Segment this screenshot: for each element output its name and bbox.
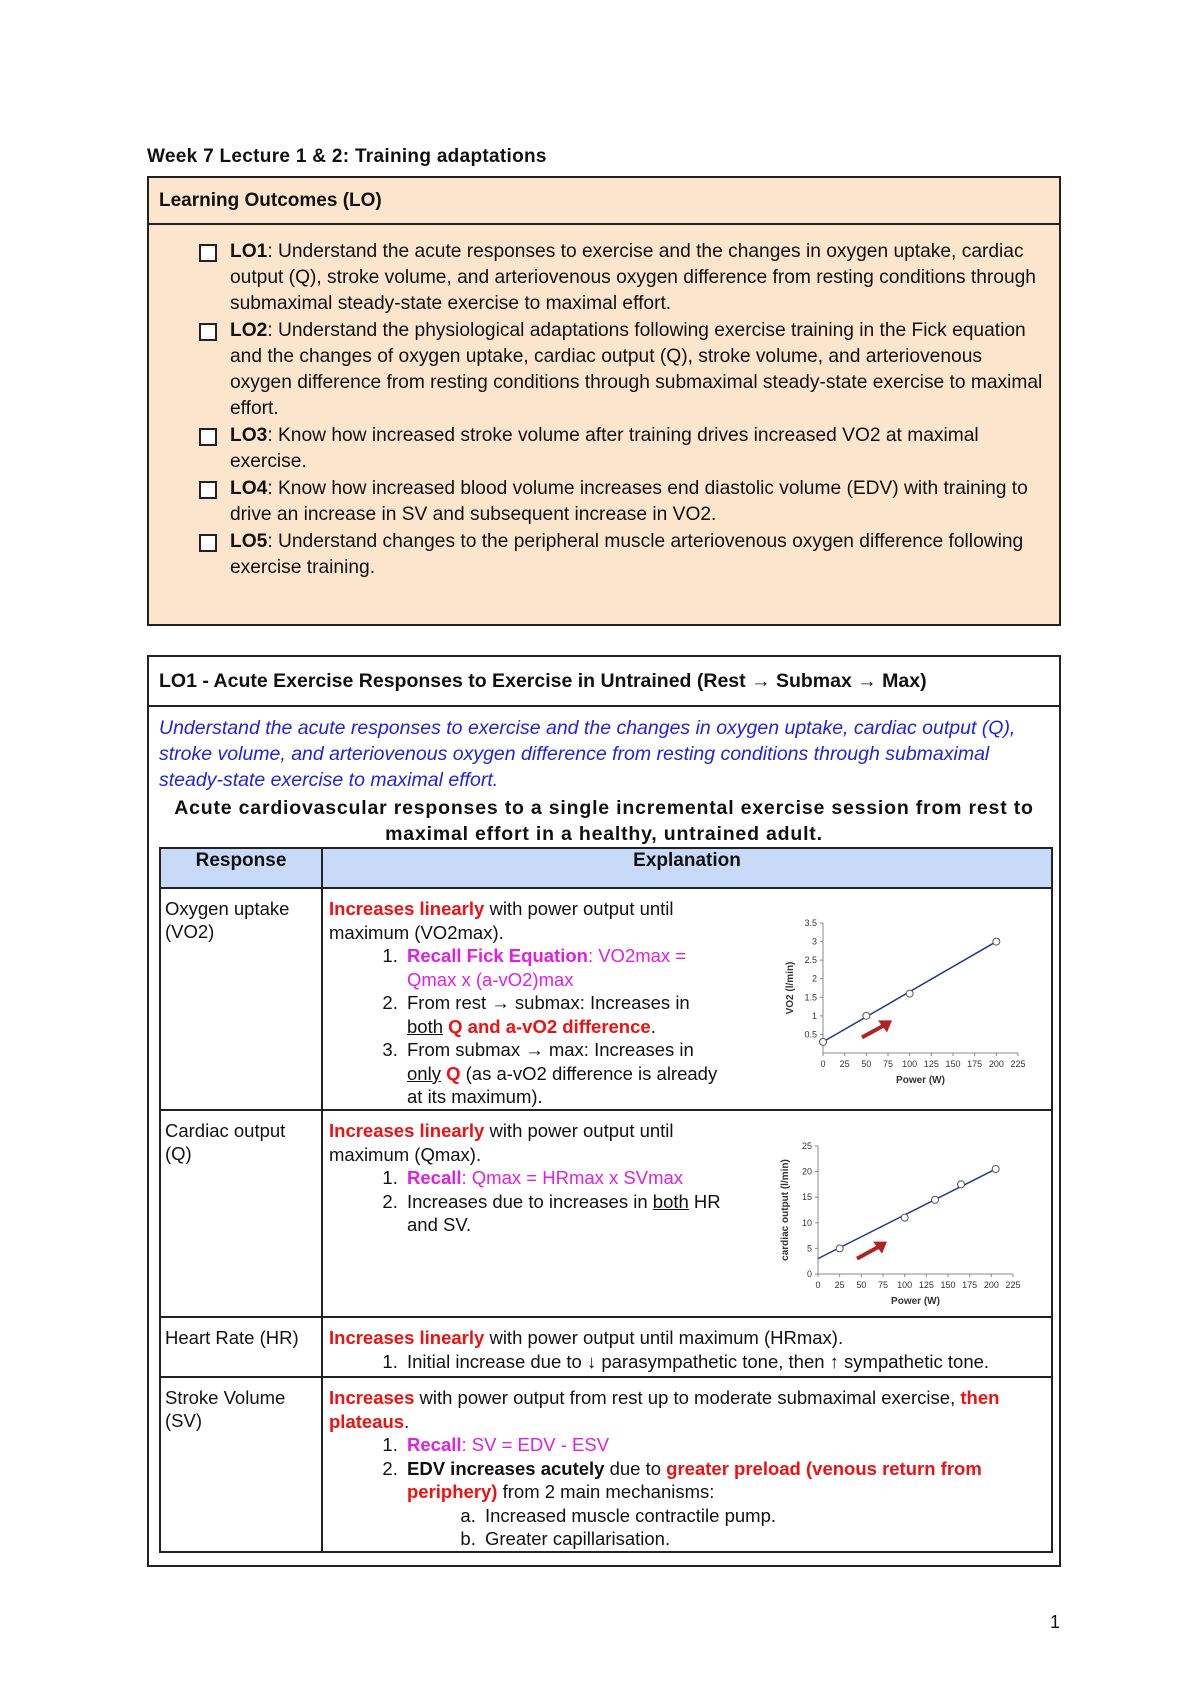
emphasis: Q and a-vO2 difference xyxy=(448,1015,651,1037)
text: with power output until maximum (Qmax). xyxy=(329,1120,674,1165)
responses-table xyxy=(159,847,1053,1553)
page-number: 1 xyxy=(1050,1612,1061,1632)
list-item: 1. Initial increase due to ↓ parasympathetic tone, then ↑ sympathetic tone. xyxy=(403,1350,1045,1374)
x-tick-label: 150 xyxy=(945,1059,961,1069)
text: . xyxy=(404,1410,410,1432)
lo-text: : Understand the acute responses to exercise and the changes in oxygen uptake, cardiac output (Q), stroke volume, and arteriovenous oxygen difference from resting conditions through submaximal steady-state exercise to maximal effort. xyxy=(230,241,1036,314)
numbered-list xyxy=(329,1166,729,1237)
y-tick-label: 1 xyxy=(811,1010,817,1021)
row-explanation xyxy=(322,1110,1052,1317)
column-header-response: Response xyxy=(160,848,322,888)
x-tick-label: 200 xyxy=(983,1280,999,1290)
text: with power output from rest up to moderate submaximal exercise, xyxy=(414,1387,961,1408)
x-tick-label: 175 xyxy=(962,1280,978,1290)
table-row-cardiac-output xyxy=(160,1110,1052,1317)
emphasis: Q xyxy=(446,1062,461,1084)
x-tick-label: 0 xyxy=(820,1059,826,1069)
numbered-list xyxy=(329,944,729,1109)
row-name: Stroke Volume (SV) xyxy=(160,1377,322,1552)
numbered-list xyxy=(329,1433,1045,1551)
lo-id: LO5 xyxy=(230,531,268,552)
row-name: Heart Rate (HR) xyxy=(160,1317,322,1377)
lo-text: : Know how increased stroke volume after training drives increased VO2 at maximal exercise. xyxy=(230,425,979,472)
data-point xyxy=(901,1214,908,1221)
checkbox-icon[interactable] xyxy=(199,481,217,499)
list-item: b. Greater capillarisation. xyxy=(481,1527,1045,1551)
data-point xyxy=(836,1245,843,1252)
numbered-list xyxy=(329,1350,1045,1374)
lo-item-5 xyxy=(199,529,1049,581)
y-tick-label: 2.5 xyxy=(804,955,817,966)
emphasis: Increases xyxy=(329,1387,415,1408)
list-item xyxy=(403,991,729,1038)
text: : VO2max = Qmax x (a-vO2)max xyxy=(407,945,687,990)
text: From rest → submax: Increases in xyxy=(407,992,690,1013)
data-point xyxy=(820,1038,827,1045)
lo1-intro: Understand the acute responses to exercise and the changes in oxygen uptake, cardiac output (Q), stroke volume, and arteriovenous oxygen difference from resting conditions through submaximal steady-state exercise to maximal effort. xyxy=(159,717,1016,791)
text: from 2 main mechanisms: xyxy=(497,1481,715,1502)
x-tick-label: 200 xyxy=(988,1059,1004,1069)
data-point xyxy=(863,1012,870,1019)
column-header-explanation: Explanation xyxy=(322,848,1052,888)
y-tick-label: 25 xyxy=(801,1141,812,1151)
lo1-heading: LO1 - Acute Exercise Responses to Exercise in Untrained (Rest → Submax → Max) xyxy=(149,657,1059,707)
text: both xyxy=(407,1015,444,1037)
checkbox-icon[interactable] xyxy=(199,323,217,341)
lo-text: : Understand changes to the peripheral muscle arteriovenous oxygen difference following exercise training. xyxy=(230,531,1024,578)
lo-id: LO1 xyxy=(230,241,268,262)
row-explanation xyxy=(322,1377,1052,1552)
emphasis: Recall Fick Equation xyxy=(407,945,588,966)
lo-text: : Understand the physiological adaptations following exercise training in the Fick equation and the changes of oxygen uptake, cardiac output (Q), stroke volume, and arteriovenous oxygen difference from resting conditions through submaximal steady-state exercise to maximal effort. xyxy=(230,320,1043,419)
emphasis: EDV increases acutely xyxy=(407,1457,605,1479)
x-tick-label: 50 xyxy=(856,1280,867,1290)
series-line xyxy=(818,1169,996,1259)
list-item xyxy=(403,1457,1045,1551)
x-tick-label: 0 xyxy=(815,1280,821,1290)
lo-item-4 xyxy=(199,476,1049,528)
lo-id: LO3 xyxy=(230,425,268,446)
emphasis: Increases linearly xyxy=(329,1120,485,1141)
y-tick-label: 3 xyxy=(811,936,817,947)
text: only xyxy=(407,1062,441,1084)
checkbox-icon[interactable] xyxy=(199,534,217,552)
lo1-section xyxy=(147,655,1061,1567)
x-tick-label: 50 xyxy=(861,1059,872,1069)
y-tick-label: 5 xyxy=(806,1243,812,1254)
list-item xyxy=(403,1433,1045,1457)
data-point xyxy=(992,1166,999,1173)
y-tick-label: 0.5 xyxy=(804,1029,817,1040)
cardiac-output-power-chart xyxy=(763,1131,1033,1311)
learning-outcomes-heading: Learning Outcomes (LO) xyxy=(149,178,1059,225)
emphasis: Recall xyxy=(407,1434,462,1455)
y-tick-label: 2 xyxy=(811,973,817,984)
checkbox-icon[interactable] xyxy=(199,244,217,262)
learning-outcomes-list xyxy=(149,225,1059,624)
text: Increases due to increases in xyxy=(407,1190,653,1212)
list-item xyxy=(403,1190,729,1237)
y-axis-label: cardiac output (l/min) xyxy=(780,1159,791,1261)
list-item: a. Increased muscle contractile pump. xyxy=(481,1504,1045,1528)
table-row-heart-rate xyxy=(160,1317,1052,1377)
text: From submax → max: Increases in xyxy=(407,1039,694,1060)
x-tick-label: 225 xyxy=(1005,1280,1021,1290)
y-tick-label: 15 xyxy=(801,1192,812,1203)
x-tick-label: 75 xyxy=(877,1280,889,1290)
list-item xyxy=(403,1166,729,1190)
lo-id: LO4 xyxy=(230,478,268,499)
row-name: Cardiac output (Q) xyxy=(160,1110,322,1317)
y-tick-label: 1.5 xyxy=(804,992,817,1003)
text: . xyxy=(650,1015,656,1037)
learning-outcomes-box xyxy=(147,176,1061,626)
list-item xyxy=(403,1038,729,1109)
emphasis: Increases linearly xyxy=(329,898,485,919)
x-tick-label: 100 xyxy=(897,1280,913,1290)
page-title: Week 7 Lecture 1 & 2: Training adaptations xyxy=(147,146,547,167)
emphasis: Recall xyxy=(407,1167,462,1188)
x-tick-label: 125 xyxy=(923,1059,939,1069)
text: : Qmax = HRmax x SVmax xyxy=(461,1167,684,1188)
x-tick-label: 225 xyxy=(1010,1059,1026,1069)
row-name: Oxygen uptake (VO2) xyxy=(160,888,322,1110)
data-point xyxy=(906,990,913,997)
x-tick-label: 25 xyxy=(839,1059,850,1069)
x-tick-label: 25 xyxy=(834,1280,845,1290)
table-row-stroke-volume xyxy=(160,1377,1052,1552)
text: with power output until maximum (VO2max). xyxy=(329,898,674,943)
emphasis: then plateaus xyxy=(329,1387,1000,1432)
y-tick-label: 10 xyxy=(801,1217,812,1228)
annotation-arrow-shaft xyxy=(862,1025,884,1037)
text: HR and SV. xyxy=(407,1190,721,1235)
text: both xyxy=(652,1190,689,1212)
text: : SV = EDV - ESV xyxy=(461,1434,610,1455)
list-item xyxy=(403,944,729,991)
lo-item-2 xyxy=(199,318,1049,422)
checkbox-icon[interactable] xyxy=(199,428,217,446)
x-axis-label: Power (W) xyxy=(896,1075,945,1086)
annotation-arrow-shaft xyxy=(857,1247,879,1259)
lo1-subtitle: Acute cardiovascular responses to a single incremental exercise session from rest to maximal effort in a healthy, untrained adult. xyxy=(174,797,1034,845)
x-tick-label: 100 xyxy=(902,1059,918,1069)
row-explanation xyxy=(322,1317,1052,1377)
explanation-text xyxy=(329,1119,729,1237)
data-point xyxy=(932,1196,939,1203)
x-tick-label: 175 xyxy=(967,1059,983,1069)
emphasis: greater preload (venous return from periphery) xyxy=(407,1457,982,1502)
y-axis-label: VO2 (l/min) xyxy=(785,961,796,1015)
y-tick-label: 20 xyxy=(801,1166,812,1177)
table-row-vo2 xyxy=(160,888,1052,1110)
text: with power output until maximum (HRmax). xyxy=(484,1327,844,1348)
row-explanation xyxy=(322,888,1052,1110)
x-tick-label: 150 xyxy=(940,1280,956,1290)
data-point xyxy=(958,1181,965,1188)
text: (as a-vO2 difference is already at its maximum). xyxy=(407,1062,718,1107)
lo-item-1 xyxy=(199,239,1049,317)
x-axis-label: Power (W) xyxy=(891,1296,940,1307)
lettered-list xyxy=(407,1504,1045,1551)
y-tick-label: 0 xyxy=(806,1269,812,1279)
lo-text: : Know how increased blood volume increases end diastolic volume (EDV) with training to drive an increase in SV and subsequent increase in VO2. xyxy=(230,478,1028,525)
explanation-text xyxy=(329,897,729,1109)
emphasis: Increases linearly xyxy=(329,1327,485,1348)
x-tick-label: 125 xyxy=(918,1280,934,1290)
data-point xyxy=(993,938,1000,945)
x-tick-label: 75 xyxy=(882,1059,894,1069)
text: due to xyxy=(604,1457,667,1479)
lo-id: LO2 xyxy=(230,320,268,341)
lo-item-3 xyxy=(199,423,1049,475)
vo2-power-chart xyxy=(763,903,1033,1093)
y-tick-label: 3.5 xyxy=(804,918,817,928)
